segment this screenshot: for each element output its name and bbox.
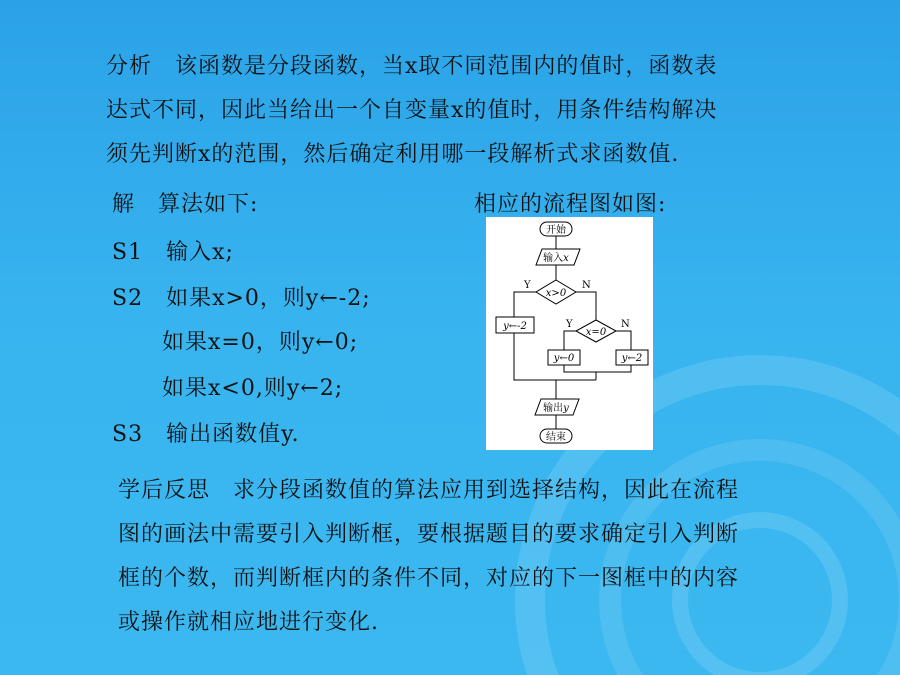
flowchart xyxy=(486,217,653,450)
yes-label-1: Y xyxy=(524,280,531,291)
step-s2-case-zero: 如果x=0，则y←0; xyxy=(162,330,359,355)
reflection-line-4: 或操作就相应地进行变化. xyxy=(118,610,379,635)
assign-neg2: y←-2 xyxy=(503,321,527,332)
output-label: 输出y xyxy=(543,403,569,414)
yes-label-2: Y xyxy=(566,319,573,330)
connector xyxy=(564,365,631,372)
input-label: 输入x xyxy=(543,253,569,264)
connector xyxy=(576,292,596,320)
step-s2-case-negative: 如果x<0,则y←2; xyxy=(162,376,344,401)
step-s1: S1 输入x; xyxy=(112,240,234,265)
assign-0: y←0 xyxy=(553,353,575,364)
flowchart-caption: 相应的流程图如图: xyxy=(474,192,667,217)
step-s2: S2 如果x>0，则y←-2; xyxy=(112,286,371,311)
analysis-line-3: 须先判断x的范围，然后确定利用哪一段解析式求函数值. xyxy=(106,142,680,167)
analysis-line-2: 达式不同，因此当给出一个自变量x的值时，用条件结构解决 xyxy=(106,98,718,123)
solution-header: 解 算法如下: xyxy=(112,192,259,217)
connector xyxy=(616,331,631,350)
reflection-line-3: 框的个数，而判断框内的条件不同，对应的下一图框中的内容 xyxy=(118,566,740,591)
assign-2: y←2 xyxy=(621,353,643,364)
no-label-2: N xyxy=(621,319,630,330)
cond-x-gt-0: x>0 xyxy=(545,288,567,299)
cond-x-eq-0: x=0 xyxy=(585,327,607,338)
step-s3: S3 输出函数值y. xyxy=(112,422,300,447)
connector xyxy=(564,331,576,350)
start-label: 开始 xyxy=(546,225,566,236)
no-label-1: N xyxy=(582,280,591,291)
end-label: 结束 xyxy=(546,432,566,443)
analysis-line-1: 分析 该函数是分段函数，当x取不同范围内的值时，函数表 xyxy=(106,54,718,79)
reflection-line-2: 图的画法中需要引入判断框，要根据题目的要求确定引入判断 xyxy=(118,522,740,547)
reflection-line-1: 学后反思 求分段函数值的算法应用到选择结构，因此在流程 xyxy=(118,478,740,503)
connector xyxy=(514,292,536,317)
